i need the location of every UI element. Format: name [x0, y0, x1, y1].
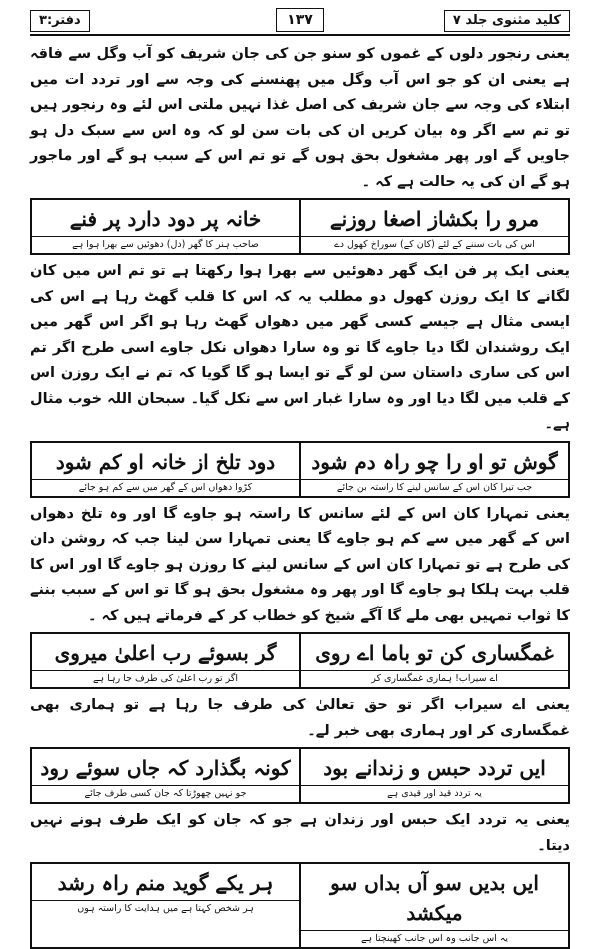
verse-right-cell [301, 443, 568, 496]
verse-hemistich: گوش تو او را چو راہ دم شود [311, 449, 558, 474]
verse-right-cell [301, 200, 568, 253]
verse-hemistich: ہر یکے گوید منم راہ رشد [57, 871, 274, 895]
verse-hemistich: ایں بدیں سو آں بداں سو میکشد [330, 871, 539, 925]
verse-translation: جو نہیں چھوڑتا کہ جان کسی طرف جائے [32, 785, 299, 802]
verse-translation: ہر شخص کہتا ہے میں ہدایت کا راستہ ہوں [32, 900, 299, 917]
verse-right-cell [301, 864, 568, 947]
volume-label: دفتر:۳ [30, 10, 90, 32]
verse-hemistich: غمگساری کن تو باما اے روی [315, 641, 554, 665]
verse-translation: اس کی بات سننے کے لئے (کان کے) سوراخ کھول دے [301, 236, 568, 253]
verse-couplet [30, 441, 570, 498]
verse-hemistich: دود تلخ از خانہ او کم شود [55, 449, 276, 474]
verse-translation: اگر تو رب اعلیٰ کی طرف جا رہا ہے [32, 670, 299, 687]
verse-translation: اے سیراب! ہماری غمگساری کر [301, 670, 568, 687]
verse-hemistich: کونہ بگذارد کہ جاں سوئے رود [40, 756, 291, 780]
verse-hemistich: گر بسوئے رب اعلیٰ میروی [54, 641, 277, 665]
verse-hemistich: مرو را بکشاز اصغا روزنے [329, 207, 540, 231]
verse-right-cell [301, 634, 568, 687]
paragraph: یعنی رنجور دلوں کے غموں کو سنو جن کی جان شریف کو آب وگل سے فاقہ ہے یعنی ان کو جو اس آب وگل میں پھنسنے کی وجہ سے اور تردد ات میں ابتلاء کی وجہ سے جان شریف کی اصل غذا نہیں ملتی اس لئے وہ رنجور ہیں تو تم سے اگر وہ بیان کریں ان کی بات سن لو کہ وہ اس سے سبک دل ہو جاویں گے اور پھر مشغول بحق ہوں گے تو تم اس کے سبب ہو گے اور ماجور ہو گے ان کی یہ حالت ہے کہ ۔ [30, 46, 570, 190]
paragraph: یعنی ایک پر فن ایک گھر دھوئیں سے بھرا ہوا رکھتا ہے تو تم اس میں کان لگانے کا ایک روزن کھول دو مطلب یہ کہ اس کا قلب گھٹ رہا ہے اس کی ایسی مثال ہے جیسے کسی گھر میں دھواں گھٹ رہا ہو اگر اس گھر میں ایک روشندان لگا دیا جاوے گا تو وہ سارا دھواں نکل جاوے اسی طرح اگر تم اس کی ساری داستان سن لو گے تو ایسا ہو گا گویا کہ تم نے ایک روزن اس کے قلب میں لگا دیا اور وہ سارا غبار اس سے نکل گیا۔ سبحان اللہ خوب مثال ہے۔ [30, 263, 570, 432]
verse-couplet [30, 747, 570, 804]
verse-left-cell [32, 634, 301, 687]
verse-left-cell [32, 200, 301, 253]
verse-couplet [30, 632, 570, 689]
paragraph: یعنی یہ تردد ایک حبس اور زندان ہے جو کہ جان کو ایک طرف ہونے نہیں دیتا۔ [30, 812, 570, 854]
book-title: کلید مثنوی جلد ۷ [444, 10, 570, 32]
page-header [30, 8, 570, 36]
verse-translation: صاحب ہنر کا گھر (دل) دھوئیں سے بھرا ہوا ہے [32, 236, 299, 253]
verse-hemistich: ایں تردد حبس و زندانے بود [323, 756, 546, 780]
verse-right-cell [301, 749, 568, 802]
paragraph: یعنی تمہارا کان اس کے لئے سانس کا راستہ ہو جاوے گا اور وہ تلخ دھواں اس کے گھر میں سے کم ہو جاوے گا یعنی تمہارا سن لینا جب کہ روشن دان کی طرح ہے تو تمہارا کان اس کے سانس لینے کا روزن ہو جاوے گا اور اس کا قلب بہت ہلکا ہو جاوے گا اور پھر وہ مشغول بحق ہو گا تو اس کے سبب بننے کا ثواب تمہیں بھی ملے گا آگے شیخ کو خطاب کر کے فرماتے ہیں کہ ۔ [30, 505, 570, 624]
verse-translation: کڑوا دھواں اس کے گھر میں سے کم ہو جائے [32, 479, 299, 496]
verse-couplet [30, 198, 570, 255]
verse-left-cell [32, 749, 301, 802]
verse-translation: جب تیرا کان اس کے سانس لینے کا راستہ بن جائے [301, 479, 568, 496]
page-number: ۱۳۷ [276, 8, 324, 32]
verse-hemistich: خانہ پر دود دارد پر فنے [69, 207, 262, 231]
verse-left-cell [32, 443, 301, 496]
verse-couplet [30, 862, 570, 949]
verse-left-cell [32, 864, 301, 947]
verse-translation: یہ اس جانب وہ اس جانب کھینچتا ہے [301, 930, 568, 947]
paragraph: یعنی اے سیراب اگر تو حق تعالیٰ کی طرف جا رہا ہے تو ہماری بھی غمگساری کر اور ہماری بھی خبر لے۔ [30, 697, 570, 739]
verse-translation: یہ تردد قید اور قیدی ہے [301, 785, 568, 802]
